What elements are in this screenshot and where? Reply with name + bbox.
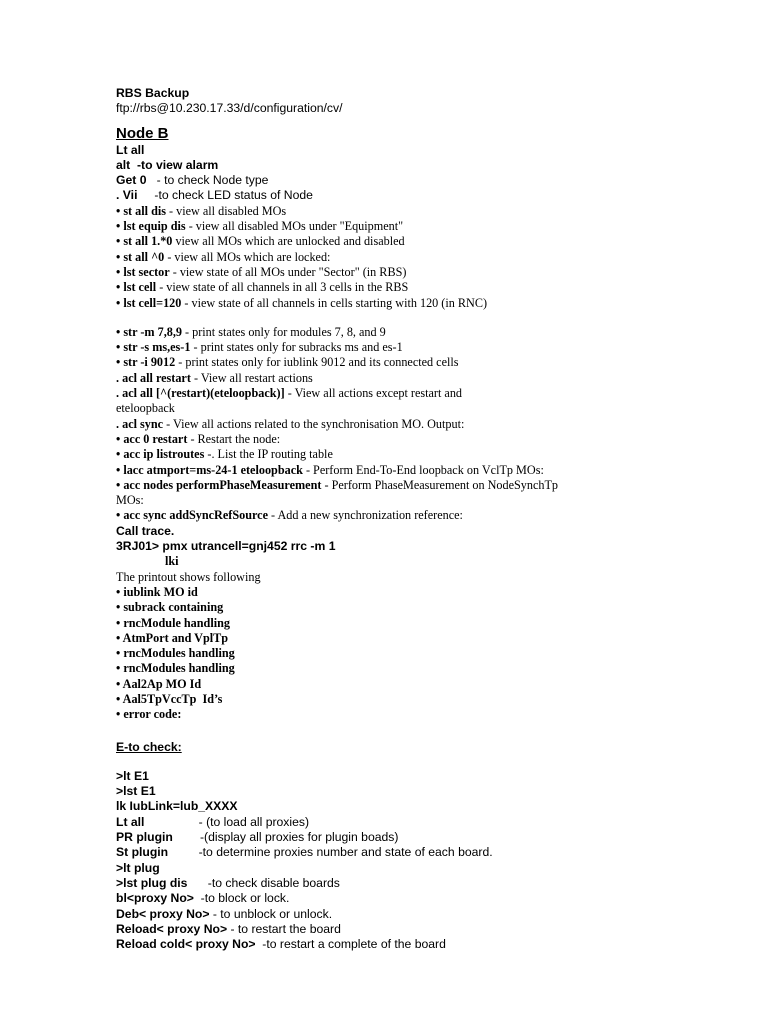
command-line: Lt all - (to load all proxies) bbox=[116, 814, 310, 829]
command-line: . acl all [^(restart)(eteloopback)] - View all actions except restart and bbox=[116, 386, 463, 401]
command-line: • st all dis - view all disabled MOs bbox=[116, 203, 287, 218]
printout-item: • AtmPort and VplTp bbox=[116, 630, 229, 645]
spacer bbox=[116, 723, 736, 740]
command-line: Reload< proxy No> - to restart the board bbox=[116, 921, 341, 936]
command-line: . acl sync - View all actions related to the synchronisation MO. Output: bbox=[116, 416, 465, 431]
printout-intro: The printout shows following bbox=[116, 569, 261, 584]
command-line: • lst cell - view state of all channels in all 3 cells in the RBS bbox=[116, 280, 409, 295]
call-trace-label: Call trace. bbox=[116, 523, 175, 538]
command-line: • lst equip dis - view all disabled MOs under "Equipment" bbox=[116, 219, 404, 234]
lki-command: lki bbox=[165, 554, 179, 569]
printout-item: • Aal2Ap MO Id bbox=[116, 676, 202, 691]
printout-item: • rncModules handling bbox=[116, 661, 235, 676]
document-page bbox=[116, 86, 736, 952]
command-line: bl<proxy No> -to block or lock. bbox=[116, 891, 290, 906]
command-line: PR plugin -(display all proxies for plugin boads) bbox=[116, 830, 399, 845]
printout-item: • error code: bbox=[116, 707, 182, 722]
section-heading-e-check: E-to check: bbox=[116, 739, 182, 754]
printout-item: • rncModule handling bbox=[116, 615, 230, 630]
printout-item: • subrack containing bbox=[116, 600, 224, 615]
command-line: >lst E1 bbox=[116, 784, 156, 799]
command-line: • lst cell=120 - view state of all channels in cells starting with 120 (in RNC) bbox=[116, 295, 488, 310]
command-line: • acc 0 restart - Restart the node: bbox=[116, 431, 281, 446]
printout-item: • iublink MO id bbox=[116, 584, 198, 599]
ftp-path: ftp://rbs@10.230.17.33/d/configuration/cv/ bbox=[116, 101, 343, 116]
command-line: eteloopback bbox=[116, 401, 175, 416]
command-line: alt -to view alarm bbox=[116, 157, 219, 172]
spacer bbox=[116, 755, 736, 769]
command-line: >lt E1 bbox=[116, 768, 149, 783]
command-line: . acl all restart - View all restart actions bbox=[116, 370, 313, 385]
command-line: • acc nodes performPhaseMeasurement - Perform PhaseMeasurement on NodeSynchTp bbox=[116, 477, 559, 492]
command-line: • acc ip listroutes -. List the IP routing table bbox=[116, 447, 333, 462]
command-line: >lst plug dis -to check disable boards bbox=[116, 875, 340, 890]
command-line: >lt plug bbox=[116, 860, 160, 875]
command-line: • st all 1.*0 view all MOs which are unlocked and disabled bbox=[116, 234, 405, 249]
section-heading-node-b: Node B bbox=[116, 124, 169, 142]
command-line: • lacc atmport=ms-24-1 eteloopback - Perform End-To-End loopback on VclTp MOs: bbox=[116, 462, 544, 477]
command-line: lk IubLink=lub_XXXX bbox=[116, 799, 238, 814]
pmx-command: 3RJ01> pmx utrancell=gnj452 rrc -m 1 bbox=[116, 539, 336, 554]
command-line: • str -m 7,8,9 - print states only for modules 7, 8, and 9 bbox=[116, 324, 386, 339]
command-line: St plugin -to determine proxies number and state of each board. bbox=[116, 845, 493, 860]
command-line: . Vii -to check LED status of Node bbox=[116, 188, 313, 203]
command-line: • acc sync addSyncRefSource - Add a new synchronization reference: bbox=[116, 508, 463, 523]
printout-item: • rncModules handling bbox=[116, 646, 235, 661]
command-line: Lt all bbox=[116, 142, 145, 157]
spacer bbox=[116, 311, 736, 325]
command-line: • str -i 9012 - print states only for iublink 9012 and its connected cells bbox=[116, 355, 459, 370]
command-line: Reload cold< proxy No> -to restart a complete of the board bbox=[116, 937, 446, 952]
command-line: • str -s ms,es-1 - print states only for subracks ms and es-1 bbox=[116, 340, 403, 355]
command-line: • st all ^0 - view all MOs which are locked: bbox=[116, 249, 331, 264]
command-line: MOs: bbox=[116, 493, 144, 508]
command-line: • lst sector - view state of all MOs under "Sector" (in RBS) bbox=[116, 264, 407, 279]
command-line: Get 0 - to check Node type bbox=[116, 173, 269, 188]
document-title: RBS Backup bbox=[116, 86, 190, 100]
printout-item: • Aal5TpVccTp Id’s bbox=[116, 691, 223, 706]
command-line: Deb< proxy No> - to unblock or unlock. bbox=[116, 906, 333, 921]
